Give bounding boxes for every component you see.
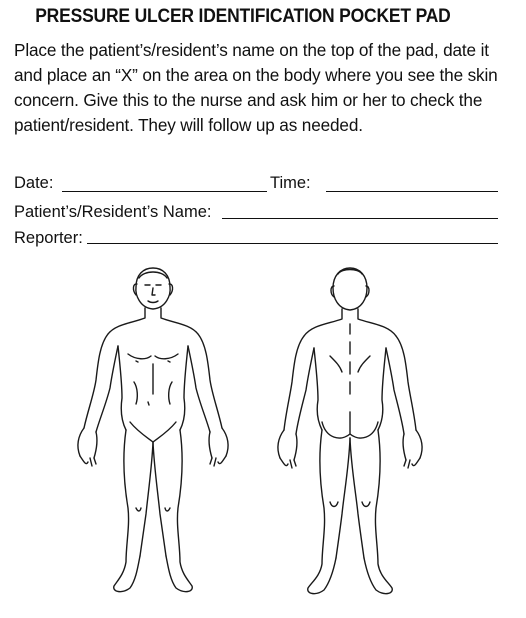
name-field[interactable] [222, 218, 498, 219]
time-label: Time: [270, 174, 311, 192]
reporter-label: Reporter: [14, 229, 83, 247]
reporter-field[interactable] [87, 243, 498, 244]
front-body-outline[interactable] [78, 268, 228, 592]
date-field[interactable] [62, 191, 267, 192]
instructions-text: Place the patient’s/resident’s name on the top of the pad, date it and place an “X” on the area on the body where you see the skin concern. Give this to the nurse and ask him or her to check the patient/resident. They will follow up as needed. [14, 40, 498, 135]
time-field[interactable] [326, 191, 498, 192]
back-body-outline[interactable] [278, 268, 422, 594]
name-label: Patient’s/Resident’s Name: [14, 203, 212, 221]
date-label: Date: [14, 174, 54, 192]
page-title: PRESSURE ULCER IDENTIFICATION POCKET PAD [35, 6, 451, 27]
body-diagram[interactable] [0, 262, 526, 612]
